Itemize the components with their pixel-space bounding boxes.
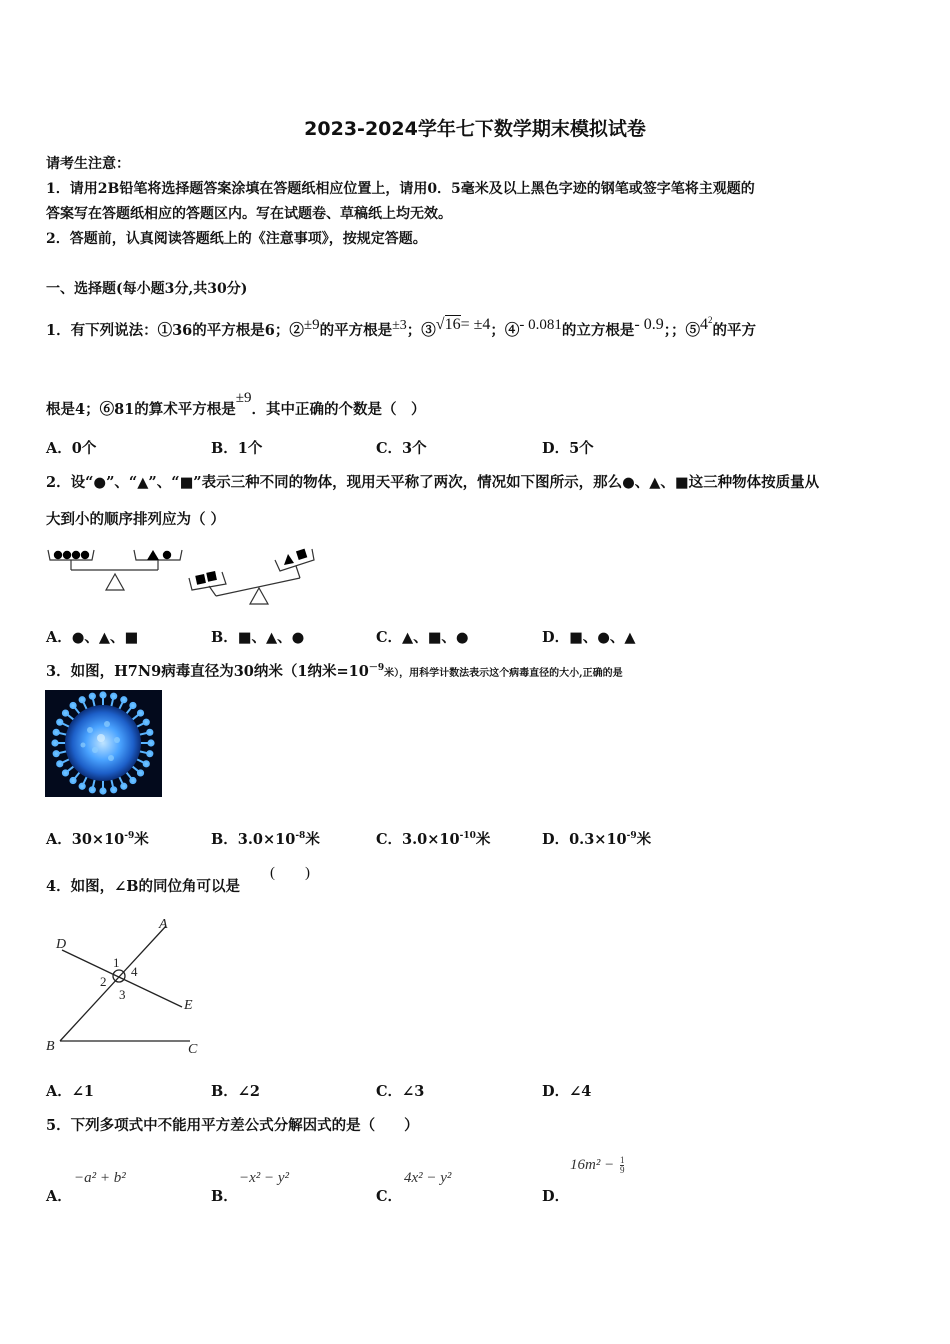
question-1-line-1: 1．有下列说法：①36的平方根是6；②±9的平方根是±3；③√16= ±4；④- 0.081的立方根是- 0.9；；$⑤4^2$的平方 [46, 315, 756, 339]
virus-spike-tip [63, 710, 68, 715]
virus-spike-tip [147, 751, 152, 756]
q5-option-d-label[interactable]: D． [542, 1188, 570, 1205]
question-2-line-2: 大到小的顺序排列应为（ ） [46, 511, 226, 528]
virus-spike-tip [70, 703, 75, 708]
virus-spike-tip [54, 751, 59, 756]
label-angle-1: 1 [113, 955, 120, 970]
q5-option-b-expr: −x² − y² [239, 1170, 290, 1186]
question-5-line-1: 5．下列多项式中不能用平方差公式分解因式的是（ ） [46, 1117, 419, 1134]
virus-spike-tip [111, 787, 116, 792]
question-2-line-1: 2．设“●”、“▲”、“■”表示三种不同的物体，现用天平称了两次，情况如下图所示，那么●、▲、■这三种物体按质量从 [46, 474, 820, 491]
q1-option-a[interactable]: A．0个 [46, 440, 97, 457]
virus-spike-tip [70, 778, 75, 783]
angle-figure [42, 912, 212, 1060]
label-a: A [159, 917, 168, 932]
q4-option-c[interactable]: C．∠3 [376, 1083, 425, 1100]
question-3-line-1: 3．如图，H7N9病毒直径为30纳米（1纳米$=10^{-9}$米），用科学计数法表示这个病毒直径的大小,正确的是 [46, 663, 623, 680]
q3-option-c[interactable]: C．$3.0\times 10^{-10}$米 [376, 831, 491, 848]
virus-spike-tip [100, 788, 105, 793]
math-neg09: - 0.9 [634, 316, 664, 333]
page-title: 2023-2024学年七下数学期末模拟试卷 [304, 118, 646, 140]
scale-1-left-circles [54, 551, 89, 559]
q4-option-a[interactable]: A．∠1 [46, 1083, 94, 1100]
q1-option-b[interactable]: B．1个 [211, 440, 263, 457]
q5-option-b-label[interactable]: B． [211, 1188, 238, 1205]
virus-spike-tip [130, 703, 135, 708]
notice-line-2: 答案写在答题纸相应的答题区内。写在试题卷、草稿纸上均无效。 [46, 206, 452, 222]
notice-heading: 请考生注意： [46, 156, 130, 172]
q1-option-d[interactable]: D．5个 [542, 440, 594, 457]
question-1-line-2: 根是4；⑥81的算术平方根是±9．其中正确的个数是（ ） [46, 390, 426, 418]
label-e: E [184, 998, 193, 1013]
virus-spike-tip [63, 770, 68, 775]
question-4-paren: ( ) [270, 865, 310, 881]
virus-spike-tip [144, 761, 149, 766]
label-angle-2: 2 [100, 974, 107, 989]
q5-option-c-expr: 4x² − y² [404, 1170, 452, 1186]
virus-spike-tip [80, 784, 85, 789]
q2-option-c[interactable]: C．▲、■、● [376, 629, 469, 646]
q4-option-d[interactable]: D．∠4 [542, 1083, 592, 1100]
virus-spike-tip [147, 730, 152, 735]
scale-2-left-squares [195, 571, 217, 585]
virus-spike-tip [111, 694, 116, 699]
q3-option-d[interactable]: D．$0.3\times 10^{-9}$米 [542, 831, 652, 848]
virus-spike-tip [121, 784, 126, 789]
virus-spike-tip [52, 740, 57, 745]
q5-option-a-label[interactable]: A． [46, 1188, 72, 1205]
virus-spike-tip [148, 740, 153, 745]
math-4-squared: $4^2$ [699, 315, 713, 333]
q2-option-d[interactable]: D．■、●、▲ [542, 629, 636, 646]
virus-spike-tip [57, 720, 62, 725]
q3-option-a[interactable]: A．$30\times 10^{-9}$米 [46, 831, 149, 848]
q5-option-d-expr: 16m² − $\frac{1}{9}$ [570, 1155, 625, 1175]
balance-scales-figure [44, 540, 334, 608]
scale-1-right-items [147, 550, 171, 560]
q3-option-b[interactable]: B．$3.0\times 10^{-8}$米 [211, 831, 320, 848]
virus-spike-tip [90, 787, 95, 792]
virus-spike-tip [130, 778, 135, 783]
notice-line-1: 1．请用2B铅笔将选择题答案涂填在答题纸相应位置上，请用0．5毫米及以上黑色字迹的钢笔或签字笔将主观题的 [46, 181, 755, 197]
math-pm9: ±9 [303, 317, 320, 333]
virus-spike-tip [80, 697, 85, 702]
scale-2-right-items [284, 549, 307, 565]
virus-spike-tip [90, 694, 95, 699]
label-angle-4: 4 [131, 964, 138, 979]
q1-option-c[interactable]: C．3个 [376, 440, 427, 457]
math-pm3: ±3 [392, 318, 407, 333]
q5-fraction: $\frac{1}{9}$ [619, 1155, 625, 1175]
q2-option-b[interactable]: B．■、▲、● [211, 629, 305, 646]
q4-option-b[interactable]: B．∠2 [211, 1083, 260, 1100]
math-pm9-b: ±9 [235, 390, 252, 406]
virus-spike-tip [144, 720, 149, 725]
math-sqrt16: √16= ±4 [435, 316, 491, 333]
virus-image [45, 690, 162, 797]
question-4-line-1: 4．如图，∠B的同位角可以是 [46, 878, 240, 895]
label-d: D [56, 937, 67, 952]
virus-spike-tip [100, 692, 105, 697]
q2-option-a[interactable]: A．●、▲、■ [46, 629, 139, 646]
virus-spike-tip [138, 710, 143, 715]
q5-option-a-expr: −a² + b² [74, 1170, 126, 1186]
virus-spike-tip [138, 770, 143, 775]
section-heading: 一、选择题(每小题3分,共30分) [46, 281, 248, 297]
math-neg0081: - 0.081 [519, 317, 562, 333]
virus-spike-tip [57, 761, 62, 766]
label-angle-3: 3 [119, 987, 126, 1002]
notice-line-3: 2．答题前，认真阅读答题纸上的《注意事项》，按规定答题。 [46, 231, 427, 247]
virus-spike-tip [121, 697, 126, 702]
q5-option-c-label[interactable]: C． [376, 1188, 403, 1205]
label-c: C [188, 1042, 198, 1057]
label-b: B [46, 1039, 55, 1054]
virus-spike-tip [54, 730, 59, 735]
